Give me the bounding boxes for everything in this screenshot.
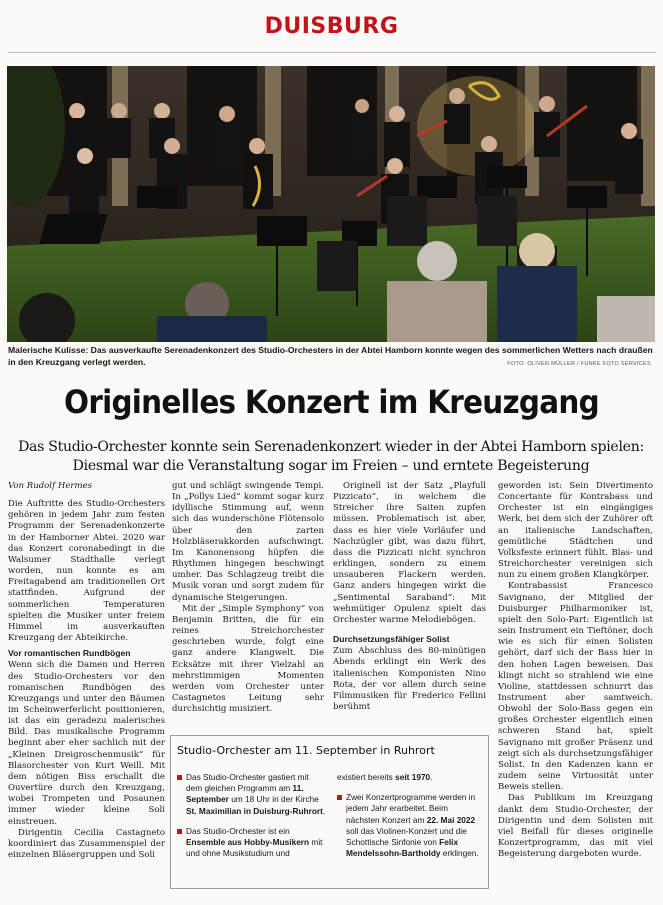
paragraph: geworden ist: Sein Divertimento Concertante für Kontrabass und Orchester ist ein eingängiges Werk, bei dem sich der Zuhörer oft an italienische Landschaften, gemütliche Städtchen und Volksfeste erinnert fühlt. Blas- und Streichorchester vereinigen sich nun zu einem großen Klangkörper. [498,481,653,581]
subheading: Vor romantischen Rundbögen [8,648,131,659]
bullet-square-icon [177,775,182,780]
paragraph: Die Auftritte des Studio-Orchesters gehören in jedem Jahr zum festen Programm der Serenadenkonzerte in der Hamborner Abtei. 2020 war das Konzert coronabedingt in die Walsumer Stadthalle verlegt worden, nun konnte es am Freitagabend am traditionellen Ort stattfinden. Aufgrund der sommerlichen Temperaturen spielten die Musiker unter freiem Himmel im ausverkauften Kreuzgang der Abteikirche. [8,499,165,644]
concert-photo [7,66,655,342]
article-column-2 [172,481,324,715]
info-text: soll das Violinen-Konzert und die Schottische Sinfonie von [346,825,467,848]
paragraph: Dirigentin Cecilia Castagneto koordiniert das Zusammenspiel der einzelnen Bläsergruppen und Soli [8,827,165,860]
info-box-column-1 [177,772,327,868]
article-column-3 [333,481,486,713]
info-text: . [322,805,326,816]
info-text: existiert bereits [337,772,396,782]
info-box-column-2 [337,772,482,868]
header-rule [8,52,656,53]
paragraph: Mit der „Simple Symphony“ von Benjamin Britten, die für ein reines Streichorchester geschrieben wurde, folgt eine ganz andere Klangwelt. Die Ecksätze mit ihrer Vielzahl an mehrstimmigen Momenten werden vom Orchester unter Castagnetos Leitung sehr durchsichtig musiziert. [172,603,324,715]
info-text-bold: 11. September [186,783,304,805]
info-text-bold: Ensemble aus Hobby-Musikern [186,837,310,848]
info-text: erklingen. [440,848,479,859]
info-box [170,735,489,889]
info-text: . [430,772,433,782]
paragraph: Zum Abschluss des 80-minütigen Abends erklingt ein Werk des italienischen Komponisten Nino Rota, der vor allem durch seine Filmmusiken für Frederico Fellini berühmt [333,646,486,712]
info-text-bold: seit 1970 [395,772,431,782]
paragraph: Kontrabassist Francesco Savignano, der Mitglied der Duisburger Philharmoniker ist, spielt den Solo-Part: Eigentlich ist sein Instrument ein Tieftöner, doch wie es sich für einen Solisten gehört, darf sich der Bass hier in den hohen Lagen beweisen. Das klingt nicht so strahlend wie eine Violine, stattdessen schnurrt das Instrument aber samtweich. Obwohl der Solo-Bass gegen ein großes Orchester eigentlich einen schweren Stand hat, spielt Savignano mit großer Präsenz und zeigt sich als durchsetzungsfähiger Solist. In den Kadenzen kann er zudem seine Virtuosität unter Beweis stellen. [498,581,653,793]
article-headline: Originelles Konzert im Kreuzgang [64,383,599,421]
article-column-1 [8,481,165,861]
photo-credit: FOTO: OLIVER MÜLLER / FUNKE FOTO SERVICES [507,361,651,367]
info-item-continued [337,772,482,783]
info-box-title: Studio-Orchester am 11. September in Ruhrort [177,744,435,757]
info-text-bold: 22. Mai 2022 [426,814,476,825]
bullet-square-icon [337,795,342,800]
photo-caption: Malerische Kulisse: Das ausverkaufte Serenadenkonzert des Studio-Orchesters in der Abtei Hamborn konnte wegen des sommerlichen Wetters nach draußen in den Kreuzgang verlegt werden. [8,345,653,367]
info-text: Das Studio-Orchester ist ein [186,825,290,836]
info-text: um 18 Uhr in der Kirche [228,794,319,805]
article-column-4 [498,481,653,860]
info-item [337,792,482,859]
info-text: Das Studio-Orchester gastiert mit dem gleichen Programm am [186,772,309,794]
info-item [177,826,327,860]
info-item [177,772,327,817]
author-byline: Von Rudolf Hermes [8,481,93,491]
paragraph: Originell ist der Satz „Playfull Pizzicato“, in welchem die Streicher ihre Saiten zupfen müssen. Problematisch ist aber, dass es hier viele Vorläufer und Nachzügler gibt, was dazu führt, dass die Pizzicati nicht synchron erklingen, sondern zu einem unsauberen Flackern werden. Ganz anders hingegen wirkt die „Sentimental Saraband“: Mit wehmütiger Opulenz spielt das Orchester warme Melodiebögen. [333,481,486,625]
paragraph: Wenn sich die Damen und Herren des Studio-Orchesters vor den romanischen Rundbögen des Kreuzgangs und unter den Bäumen im Scheinwerferlicht positionieren, ist das ein geradezu malerisches Bild. Das musikalische Programm beginnt aber eher sachlich mit der „Kleinen Dreigroschenmusik“ für Blasorchester von Kurt Weill. Mit dem nötigen Biss erschallt die Ouvertüre durch den Kreuzgang, wobei Trompeten und Posaunen immer wieder kleine Soli einstreuen. [8,660,165,827]
bullet-square-icon [177,829,182,834]
info-text-bold: St. Maximilian in Duisburg-Ruhrort [186,805,323,816]
info-text: Zwei Konzertprogramme werden in jedem Jahr erarbeitet. Beim nächsten Konzert am [346,792,476,825]
subheading: Durchsetzungsfähiger Solist [333,634,450,645]
paragraph: gut und schlägt swingende Tempi. In „Pollys Lied“ kommt sogar kurz idyllische Stimmung auf, wenn sich das wunderschöne Flötensolo über den zarten Holzbläserakkorden aufschwingt. Im Kanonensong hüpfen die Rhythmen hingegen beschwingt umher. Das Schlagzeug treibt die Musik voran und sorgt zudem für dynamische Steigerungen. [172,481,324,603]
paragraph: Das Publikum im Kreuzgang dankt dem Studio-Orchester, der Dirigentin und dem Solisten mit viel Beifall für dieses originelle Konzertprogramm, das mit viel Begeisterung dargeboten wurde. [498,793,653,860]
info-text: mit und ohne Musikstudium und [186,837,323,859]
article-subhead: Das Studio-Orchester konnte sein Serenadenkonzert wieder in der Abtei Hamborn spielen: Diesmal war die Veranstaltung sogar im Freien – und erntete Begeisterung [18,439,644,474]
section-header [0,0,663,50]
info-text-bold: Felix Mendelssohn-Bartholdy [346,837,459,859]
section-label: DUISBURG [264,14,399,39]
